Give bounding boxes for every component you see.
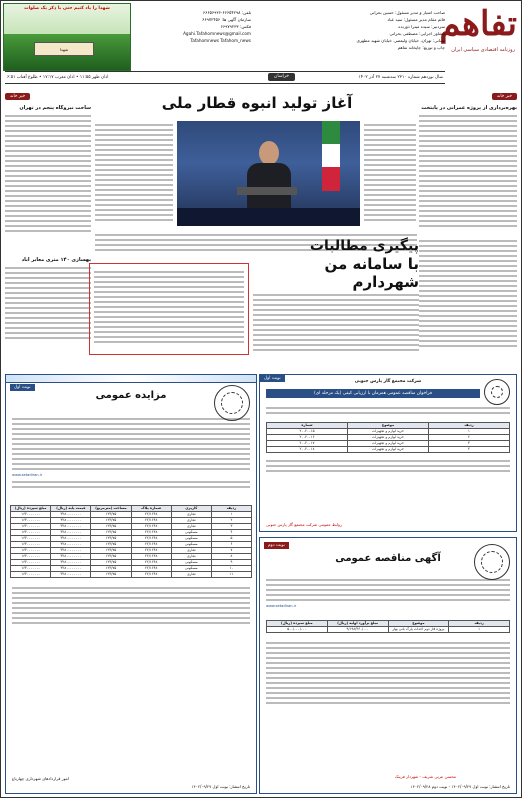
auction-body <box>6 415 256 505</box>
auction-cell: تجاری <box>171 524 211 530</box>
gas-company-name: شرکت مجتمع گاز پارس جنوبی <box>354 379 422 384</box>
auction-cell: ۵ <box>211 536 251 542</box>
auction-header: مبلغ سپرده (ریال) <box>11 506 51 512</box>
auction-cell: ۲۲/۱۶۴۸ <box>131 530 171 536</box>
gas-tender-cell: ۲۰۰۲۰۰۱۶ <box>267 435 348 441</box>
masthead-contact <box>131 9 251 44</box>
auction-badge: نوبت اول <box>10 384 35 391</box>
contact-line: تلفن: ۶۶۶۵۴۲۹۸-۶۶۶۵۶۹۳۶ <box>202 10 251 15</box>
auction-cell: ۱۰ <box>211 566 251 572</box>
park-tender-ad <box>259 537 517 794</box>
auction-cell: ۲۲/۱۶۴۸ <box>131 536 171 542</box>
gas-tender-table <box>266 422 510 453</box>
auction-cell: ۱۶۴۰۰۰۰۰۰۰ <box>11 512 51 518</box>
gas-tender-cell: خرید لوازم و تجهیزات <box>348 429 429 435</box>
martyrs-card <box>3 3 131 71</box>
gas-tender-cell: خرید لوازم و تجهیزات <box>348 447 429 453</box>
prayer-times: اذان ظهر ۱۱:۵۵ • اذان مغرب ۱۷:۱۷ • طلوع آفتاب ۶:۵۱ <box>7 75 109 80</box>
masthead-info <box>255 9 445 51</box>
park-tender-site-link[interactable]: www.setadiran.ir <box>266 604 297 608</box>
gas-tender-ad <box>259 374 517 532</box>
issue-info: سال نوزدهم شماره ۲۳۱۰ سه‌شنبه ۲۷ آذر ۱۴۰۲ <box>358 75 443 80</box>
contact-line: فکس: ۶۶۹۷۹۲۳۳ <box>220 24 251 29</box>
center-story-right <box>364 121 416 231</box>
auction-cell: ۱۶۴۰۰۰۰۰۰۰ <box>11 536 51 542</box>
podium <box>177 208 360 226</box>
auction-cell: ۱۶۴۰۰۰۰۰۰۰ <box>11 566 51 572</box>
gas-tender-cell: ۲۰۰۲۰۰۱۸ <box>267 447 348 453</box>
auction-table-wrap <box>6 505 256 578</box>
auction-cell: ۱۲۳/۷۵ <box>91 560 131 566</box>
region-tag: خراسان <box>268 73 295 81</box>
auction-cell: ۱۲۳/۷۵ <box>91 536 131 542</box>
gas-tender-footer: روابط عمومی شرکت مجتمع گاز پارس جنوبی <box>266 522 342 527</box>
auction-terms <box>6 584 256 644</box>
center-story-left <box>95 121 173 231</box>
park-tender-cell: پروژه فاز دوم احداث پارک بانی بهار <box>388 627 449 633</box>
auction-cell: ۱۶۴۰۰۰۰۰۰۰ <box>11 572 51 578</box>
feature-sidebar-box <box>89 263 249 355</box>
auction-header: ردیف <box>211 506 251 512</box>
auction-cell: ۲۲/۱۶۴۸ <box>131 512 171 518</box>
municipality-emblem-2 <box>474 544 510 580</box>
gas-tender-table-wrap <box>260 422 516 453</box>
auction-cell: ۴ <box>211 530 251 536</box>
logo-wordmark: تفاهم <box>439 4 517 44</box>
park-tender-cell: ۹/۱۹۸/۳۶۰/۰۰۰ <box>327 627 388 633</box>
auction-cell: ۳۲۸۰۰۰۰۰۰۰۰ <box>51 530 91 536</box>
auction-cell: ۲۲/۱۶۴۸ <box>131 554 171 560</box>
auction-cell: تجاری <box>171 548 211 554</box>
park-tender-terms <box>260 639 516 739</box>
auction-header: قیمت پایه (ریال) <box>51 506 91 512</box>
left-column-title: ساخت نیروگاه پنجم در تهران <box>19 105 91 111</box>
auction-cell: ۱۲۳/۷۵ <box>91 566 131 572</box>
auction-table <box>10 505 252 578</box>
auction-date: تاریخ انتشار: نوبت اول ۱۴۰۲/۰۹/۲۷ <box>191 784 250 789</box>
info-line: چاپ و توزیع: چاپخانه تفاهم <box>397 45 445 50</box>
auction-cell: تجاری <box>171 554 211 560</box>
auction-cell: ۲۲/۱۶۴۸ <box>131 542 171 548</box>
gas-tender-row <box>267 447 510 453</box>
auction-cell: مسکونی <box>171 566 211 572</box>
newspaper-logo <box>439 3 519 83</box>
auction-cell: ۱۶۴۰۰۰۰۰۰۰ <box>11 530 51 536</box>
auction-cell: ۳۲۸۰۰۰۰۰۰۰۰ <box>51 548 91 554</box>
auction-ad <box>5 374 257 794</box>
auction-cell: ۱۲۳/۷۵ <box>91 512 131 518</box>
auction-cell: ۳۲۸۰۰۰۰۰۰۰۰ <box>51 524 91 530</box>
auction-footer: امور قراردادهای شهرداری چهارباغ <box>12 776 69 781</box>
auction-cell: ۱۶۴۰۰۰۰۰۰۰ <box>11 560 51 566</box>
feature-body <box>253 291 419 361</box>
info-line: قائم مقام مدیر مسئول: سید عباد <box>387 17 445 22</box>
martyrs-sign: شهدا <box>34 42 94 56</box>
auction-cell: تجاری <box>171 512 211 518</box>
auction-cell: مسکونی <box>171 560 211 566</box>
park-tender-cell: ۵۰۰/۰۰۰/۰۰۰ <box>267 627 328 633</box>
auction-cell: ۱۲۳/۷۵ <box>91 530 131 536</box>
park-tender-row <box>267 627 510 633</box>
park-tender-date: تاریخ انتشار: نوبت اول ۱۴۰۲/۰۹/۲۷ - نوبت دوم ۱۴۰۲/۰۹/۲۸ <box>410 784 510 789</box>
park-tender-header: موضوع <box>388 621 449 627</box>
right-section-tab: خبر خانه <box>492 93 517 100</box>
auction-cell: تجاری <box>171 518 211 524</box>
info-line: سردبیر: سیده میترا ذوزنده <box>398 24 445 29</box>
auction-cell: ۲۲/۱۶۴۸ <box>131 518 171 524</box>
park-tender-title: آگهی مناقصه عمومی <box>335 553 441 564</box>
auction-cell: ۲ <box>211 518 251 524</box>
gas-tender-intro <box>260 404 516 422</box>
municipality-emblem <box>214 385 250 421</box>
right-column <box>419 105 517 235</box>
left-column-subtitle: بهسازی ۱۴۰ متری معابر آباد <box>21 257 91 263</box>
feature-title-2: با سامانه من شهردارم <box>324 255 419 291</box>
auction-cell: تجاری <box>171 572 211 578</box>
auction-cell: ۹ <box>211 560 251 566</box>
gas-tender-header: موضوع <box>348 423 429 429</box>
auction-cell: ۱۲۳/۷۵ <box>91 524 131 530</box>
gas-tender-cell: ۱ <box>429 429 510 435</box>
auction-cell: ۳۲۸۰۰۰۰۰۰۰۰ <box>51 512 91 518</box>
auction-cell: ۶ <box>211 542 251 548</box>
auction-cell: مسکونی <box>171 530 211 536</box>
feature-title-1: پیگیری مطالبات <box>309 238 419 254</box>
gas-tender-title: فراخوان مناقصه عمومی همزمان با ارزیابی کیفی (یک مرحله ای) <box>266 389 480 399</box>
microphones <box>237 187 297 195</box>
auction-cell: ۱۶۴۰۰۰۰۰۰۰ <box>11 554 51 560</box>
gas-company-logo <box>484 379 510 405</box>
feature-sidebar-text <box>94 268 244 352</box>
gas-tender-cell: ۲ <box>429 435 510 441</box>
auction-cell: ۳۲۸۰۰۰۰۰۰۰۰ <box>51 560 91 566</box>
gas-tender-badge: نوبت اول <box>260 375 285 382</box>
auction-cell: ۱۶۴۰۰۰۰۰۰۰ <box>11 542 51 548</box>
minister-photo <box>177 121 360 226</box>
park-tender-header: مبلغ سپرده (ریال) <box>267 621 328 627</box>
auction-cell: ۲۲/۱۶۴۸ <box>131 566 171 572</box>
auction-cell: ۲۲/۱۶۴۸ <box>131 524 171 530</box>
auction-cell: ۱۱ <box>211 572 251 578</box>
auction-cell: ۱ <box>211 512 251 518</box>
info-line: مشاور اجرایی: مصطفی بحرانی <box>389 31 445 36</box>
auction-cell: مسکونی <box>171 536 211 542</box>
gas-tender-cell: ۲۰۰۲۰۰۱۷ <box>267 441 348 447</box>
park-tender-signature: محسن عربی شریف - شهردار فرینک <box>394 774 456 779</box>
main-headline: آغاز تولید انبوه قطار ملی <box>161 94 353 112</box>
gas-tender-header: شماره <box>267 423 348 429</box>
iran-flag <box>322 121 340 191</box>
auction-cell: ۱۲۳/۷۵ <box>91 548 131 554</box>
auction-cell: ۲۲/۱۶۴۸ <box>131 548 171 554</box>
park-tender-table-wrap <box>260 620 516 633</box>
right-column-continued <box>419 237 517 357</box>
auction-cell: ۲۲/۱۶۴۸ <box>131 572 171 578</box>
park-tender-header: ردیف <box>449 621 510 627</box>
left-section-tab: خبر خانه <box>5 93 30 100</box>
right-column-title: بهره‌برداری از پروژه عمرانی در پایتخت <box>421 105 517 111</box>
auction-cell: ۱۲۳/۷۵ <box>91 572 131 578</box>
martyrs-card-title: شهدا را یاد کنیم حتی با ذکر یک صلوات <box>24 6 110 11</box>
auction-site-link[interactable]: www.setadiran.ir <box>12 473 43 477</box>
auction-row <box>11 572 252 578</box>
auction-header: مساحت (مترمربع) <box>91 506 131 512</box>
auction-cell: ۱۲۳/۷۵ <box>91 542 131 548</box>
info-line: نشانی: تهران، خیابان ولیعصر، خیابان شهید مطهری <box>356 38 445 43</box>
auction-cell: ۱۶۴۰۰۰۰۰۰۰ <box>11 548 51 554</box>
park-tender-intro <box>260 576 516 620</box>
auction-cell: ۱۲۳/۷۵ <box>91 554 131 560</box>
auction-cell: ۲۲/۱۶۴۸ <box>131 560 171 566</box>
auction-header: شماره پلاک <box>131 506 171 512</box>
park-tender-badge: نوبت دوم <box>264 542 289 549</box>
left-column <box>5 105 91 255</box>
auction-cell: ۳۲۸۰۰۰۰۰۰۰۰ <box>51 554 91 560</box>
gas-tender-header: ردیف <box>429 423 510 429</box>
gas-tender-cell: ۴ <box>429 447 510 453</box>
auction-cell: مسکونی <box>171 542 211 548</box>
gas-tender-cell: خرید لوازم و تجهیزات <box>348 441 429 447</box>
gas-tender-cell: ۳ <box>429 441 510 447</box>
auction-cell: ۳۲۸۰۰۰۰۰۰۰۰ <box>51 518 91 524</box>
date-bar <box>5 71 445 84</box>
feature-story <box>253 237 419 349</box>
park-tender-cell: ۱ <box>449 627 510 633</box>
auction-header: کاربری <box>171 506 211 512</box>
contact-line: Tafahomnews Tafahom_news <box>190 38 251 43</box>
contact-line: Agahi.Tafahomnews@gmail.com <box>183 31 251 36</box>
logo-tagline: روزنامه اقتصادی سیاسی ایران <box>451 47 515 53</box>
gas-tender-terms <box>260 457 516 485</box>
masthead <box>3 3 519 83</box>
contact-line: سازمان آگهی ها: ۶۶۹۷۲۴۵۶ <box>202 17 251 22</box>
auction-title: مزایده عمومی <box>95 390 167 401</box>
park-tender-header: مبلغ برآورد اولیه (ریال) <box>327 621 388 627</box>
auction-cell: ۳۲۸۰۰۰۰۰۰۰۰ <box>51 566 91 572</box>
auction-cell: ۱۲۳/۷۵ <box>91 518 131 524</box>
auction-cell: ۳ <box>211 524 251 530</box>
auction-cell: ۱۶۴۰۰۰۰۰۰۰ <box>11 524 51 530</box>
auction-cell: ۱۶۴۰۰۰۰۰۰۰ <box>11 518 51 524</box>
auction-cell: ۳۲۸۰۰۰۰۰۰۰۰ <box>51 542 91 548</box>
auction-cell: ۳۲۸۰۰۰۰۰۰۰۰ <box>51 572 91 578</box>
info-line: صاحب امتیاز و مدیر مسئول: حسین بحرانی <box>369 10 445 15</box>
auction-cell: ۸ <box>211 554 251 560</box>
gas-tender-cell: ۲۰۰۲۰۰۱۵ <box>267 429 348 435</box>
gas-tender-cell: خرید لوازم و تجهیزات <box>348 435 429 441</box>
park-tender-table <box>266 620 510 633</box>
auction-cell: ۷ <box>211 548 251 554</box>
left-column-2 <box>5 257 91 357</box>
auction-cell: ۳۲۸۰۰۰۰۰۰۰۰ <box>51 536 91 542</box>
